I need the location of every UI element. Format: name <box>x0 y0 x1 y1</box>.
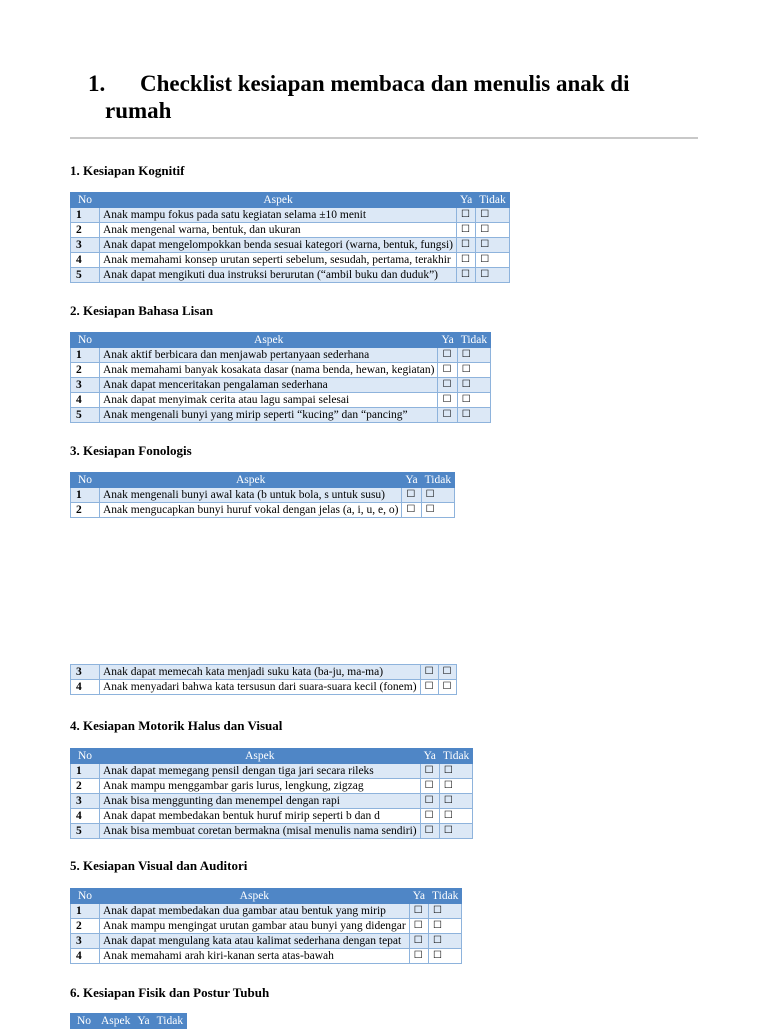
header-aspek: Aspek <box>98 1014 134 1029</box>
header-aspek: Aspek <box>100 473 402 488</box>
row-aspect-text: Anak dapat menyimak cerita atau lagu sampai selesai <box>100 393 438 408</box>
ya-checkbox[interactable]: ☐ <box>457 238 476 253</box>
table-row <box>71 809 473 824</box>
row-number: 3 <box>71 238 100 253</box>
ya-checkbox[interactable]: ☐ <box>438 378 457 393</box>
ya-checkbox[interactable]: ☐ <box>438 408 457 423</box>
tidak-checkbox[interactable]: ☐ <box>476 208 509 223</box>
checklist-table-visual-auditori <box>70 888 462 964</box>
row-aspect-text: Anak mampu mengingat urutan gambar atau bunyi yang didengar <box>100 919 410 934</box>
ya-checkbox[interactable]: ☐ <box>420 794 439 809</box>
section-heading-fonologis: 3. Kesiapan Fonologis <box>70 443 192 458</box>
ya-checkbox[interactable]: ☐ <box>420 665 438 680</box>
header-tidak: Tidak <box>429 889 462 904</box>
row-aspect-text: Anak memahami konsep urutan seperti sebelum, sesudah, pertama, terakhir <box>100 253 457 268</box>
ya-checkbox[interactable]: ☐ <box>420 680 438 695</box>
table-row <box>71 253 510 268</box>
tidak-checkbox[interactable]: ☐ <box>439 824 472 839</box>
ya-checkbox[interactable]: ☐ <box>420 764 439 779</box>
tidak-checkbox[interactable]: ☐ <box>476 238 509 253</box>
checklist-table-fisik <box>70 1013 187 1029</box>
row-aspect-text: Anak mengenali bunyi awal kata (b untuk bola, s untuk susu) <box>100 488 402 503</box>
row-number: 1 <box>71 208 100 223</box>
row-number: 1 <box>71 488 100 503</box>
row-number: 4 <box>71 680 100 695</box>
header-aspek: Aspek <box>100 889 410 904</box>
header-no: No <box>71 889 100 904</box>
tidak-checkbox[interactable]: ☐ <box>457 393 490 408</box>
row-aspect-text: Anak memahami banyak kosakata dasar (nama benda, hewan, kegiatan) <box>100 363 438 378</box>
row-aspect-text: Anak aktif berbicara dan menjawab pertanyaan sederhana <box>100 348 438 363</box>
row-aspect-text: Anak mampu fokus pada satu kegiatan selama ±10 menit <box>100 208 457 223</box>
row-aspect-text: Anak dapat menceritakan pengalaman sederhana <box>100 378 438 393</box>
table-row <box>71 794 473 809</box>
row-aspect-text: Anak mengenal warna, bentuk, dan ukuran <box>100 223 457 238</box>
section-heading-visual-auditori: 5. Kesiapan Visual dan Auditori <box>70 858 248 873</box>
table-header-row <box>71 193 510 208</box>
tidak-checkbox[interactable]: ☐ <box>438 680 456 695</box>
title-divider <box>70 137 698 139</box>
row-number: 4 <box>71 393 100 408</box>
ya-checkbox[interactable]: ☐ <box>409 919 428 934</box>
table-row <box>71 764 473 779</box>
table-row <box>71 238 510 253</box>
row-number: 2 <box>71 503 100 518</box>
section-heading-bahasa-lisan: 2. Kesiapan Bahasa Lisan <box>70 303 214 318</box>
ya-checkbox[interactable]: ☐ <box>457 223 476 238</box>
row-number: 1 <box>71 348 100 363</box>
table-row <box>71 408 491 423</box>
table-header-row <box>71 889 462 904</box>
checklist-table-fonologis-continued <box>70 664 457 695</box>
header-tidak: Tidak <box>153 1014 186 1029</box>
tidak-checkbox[interactable]: ☐ <box>457 378 490 393</box>
table-row <box>71 378 491 393</box>
header-ya: Ya <box>438 333 457 348</box>
checklist-table-motorik <box>70 748 473 839</box>
tidak-checkbox[interactable]: ☐ <box>476 223 509 238</box>
ya-checkbox[interactable]: ☐ <box>438 393 457 408</box>
tidak-checkbox[interactable]: ☐ <box>476 268 509 283</box>
ya-checkbox[interactable]: ☐ <box>457 268 476 283</box>
header-no: No <box>71 1014 98 1029</box>
row-aspect-text: Anak dapat membedakan dua gambar atau bentuk yang mirip <box>100 904 410 919</box>
checklist-table-kognitif <box>70 192 510 283</box>
header-no: No <box>71 749 100 764</box>
ya-checkbox[interactable]: ☐ <box>420 824 439 839</box>
section-heading-motorik: 4. Kesiapan Motorik Halus dan Visual <box>70 718 283 733</box>
title-number: 1. <box>88 71 106 96</box>
ya-checkbox[interactable]: ☐ <box>402 488 421 503</box>
tidak-checkbox[interactable]: ☐ <box>439 794 472 809</box>
table-row <box>71 363 491 378</box>
row-number: 3 <box>71 934 100 949</box>
header-tidak: Tidak <box>421 473 454 488</box>
table-row <box>71 665 457 680</box>
table-header-row <box>71 473 455 488</box>
table-row <box>71 919 462 934</box>
row-number: 4 <box>71 809 100 824</box>
row-aspect-text: Anak mengucapkan bunyi huruf vokal dengan jelas (a, i, u, e, o) <box>100 503 402 518</box>
tidak-checkbox[interactable]: ☐ <box>457 408 490 423</box>
header-ya: Ya <box>457 193 476 208</box>
row-number: 2 <box>71 363 100 378</box>
section-heading-fisik: 6. Kesiapan Fisik dan Postur Tubuh <box>70 985 270 1000</box>
row-aspect-text: Anak dapat mengulang kata atau kalimat sederhana dengan tepat <box>100 934 410 949</box>
table-header-row <box>71 1014 187 1029</box>
row-aspect-text: Anak dapat mengikuti dua instruksi berurutan (“ambil buku dan duduk”) <box>100 268 457 283</box>
checklist-table-bahasa-lisan <box>70 332 491 423</box>
table-row <box>71 268 510 283</box>
row-number: 2 <box>71 223 100 238</box>
document-title <box>88 70 688 124</box>
ya-checkbox[interactable]: ☐ <box>438 363 457 378</box>
ya-checkbox[interactable]: ☐ <box>409 949 428 964</box>
row-aspect-text: Anak bisa membuat coretan bermakna (misal menulis nama sendiri) <box>100 824 421 839</box>
header-ya: Ya <box>409 889 428 904</box>
ya-checkbox[interactable]: ☐ <box>420 779 439 794</box>
section-heading-kognitif: 1. Kesiapan Kognitif <box>70 163 185 178</box>
table-row <box>71 223 510 238</box>
header-tidak: Tidak <box>457 333 490 348</box>
row-number: 1 <box>71 764 100 779</box>
row-number: 5 <box>71 408 100 423</box>
table-header-row <box>71 749 473 764</box>
row-number: 3 <box>71 378 100 393</box>
header-aspek: Aspek <box>100 749 421 764</box>
table-row <box>71 934 462 949</box>
table-row <box>71 779 473 794</box>
row-aspect-text: Anak dapat memecah kata menjadi suku kata (ba-ju, ma-ma) <box>100 665 421 680</box>
tidak-checkbox[interactable]: ☐ <box>438 665 456 680</box>
row-aspect-text: Anak mengenali bunyi yang mirip seperti “kucing” dan “pancing” <box>100 408 438 423</box>
tidak-checkbox[interactable]: ☐ <box>439 764 472 779</box>
row-number: 5 <box>71 824 100 839</box>
row-number: 1 <box>71 904 100 919</box>
tidak-checkbox[interactable]: ☐ <box>457 348 490 363</box>
tidak-checkbox[interactable]: ☐ <box>457 363 490 378</box>
header-tidak: Tidak <box>439 749 472 764</box>
ya-checkbox[interactable]: ☐ <box>409 904 428 919</box>
table-row <box>71 208 510 223</box>
tidak-checkbox[interactable]: ☐ <box>429 949 462 964</box>
row-aspect-text: Anak menyadari bahwa kata tersusun dari suara-suara kecil (fonem) <box>100 680 421 695</box>
header-no: No <box>71 333 100 348</box>
tidak-checkbox[interactable]: ☐ <box>421 503 454 518</box>
header-aspek: Aspek <box>100 193 457 208</box>
row-aspect-text: Anak memahami arah kiri-kanan serta atas-bawah <box>100 949 410 964</box>
header-ya: Ya <box>134 1014 153 1029</box>
tidak-checkbox[interactable]: ☐ <box>429 934 462 949</box>
row-number: 3 <box>71 794 100 809</box>
row-aspect-text: Anak mampu menggambar garis lurus, lengkung, zigzag <box>100 779 421 794</box>
header-tidak: Tidak <box>476 193 509 208</box>
row-number: 4 <box>71 949 100 964</box>
header-no: No <box>71 193 100 208</box>
ya-checkbox[interactable]: ☐ <box>438 348 457 363</box>
ya-checkbox[interactable]: ☐ <box>457 253 476 268</box>
ya-checkbox[interactable]: ☐ <box>402 503 421 518</box>
tidak-checkbox[interactable]: ☐ <box>439 779 472 794</box>
row-number: 5 <box>71 268 100 283</box>
row-aspect-text: Anak dapat membedakan bentuk huruf mirip seperti b dan d <box>100 809 421 824</box>
table-row <box>71 393 491 408</box>
ya-checkbox[interactable]: ☐ <box>409 934 428 949</box>
table-header-row <box>71 333 491 348</box>
table-row <box>71 488 455 503</box>
ya-checkbox[interactable]: ☐ <box>457 208 476 223</box>
header-aspek: Aspek <box>100 333 438 348</box>
tidak-checkbox[interactable]: ☐ <box>439 809 472 824</box>
checklist-table-fonologis <box>70 472 455 518</box>
ya-checkbox[interactable]: ☐ <box>420 809 439 824</box>
row-number: 3 <box>71 665 100 680</box>
table-row <box>71 680 457 695</box>
row-number: 2 <box>71 919 100 934</box>
table-row <box>71 348 491 363</box>
header-no: No <box>71 473 100 488</box>
row-number: 2 <box>71 779 100 794</box>
table-row <box>71 824 473 839</box>
row-aspect-text: Anak dapat mengelompokkan benda sesuai kategori (warna, bentuk, fungsi) <box>100 238 457 253</box>
tidak-checkbox[interactable]: ☐ <box>476 253 509 268</box>
title-line-2: rumah <box>105 98 172 123</box>
tidak-checkbox[interactable]: ☐ <box>421 488 454 503</box>
tidak-checkbox[interactable]: ☐ <box>429 919 462 934</box>
row-aspect-text: Anak dapat memegang pensil dengan tiga jari secara rileks <box>100 764 421 779</box>
row-aspect-text: Anak bisa menggunting dan menempel dengan rapi <box>100 794 421 809</box>
header-ya: Ya <box>402 473 421 488</box>
title-line-1: Checklist kesiapan membaca dan menulis anak di <box>140 71 630 96</box>
table-row <box>71 949 462 964</box>
row-number: 4 <box>71 253 100 268</box>
tidak-checkbox[interactable]: ☐ <box>429 904 462 919</box>
table-row <box>71 503 455 518</box>
table-row <box>71 904 462 919</box>
header-ya: Ya <box>420 749 439 764</box>
